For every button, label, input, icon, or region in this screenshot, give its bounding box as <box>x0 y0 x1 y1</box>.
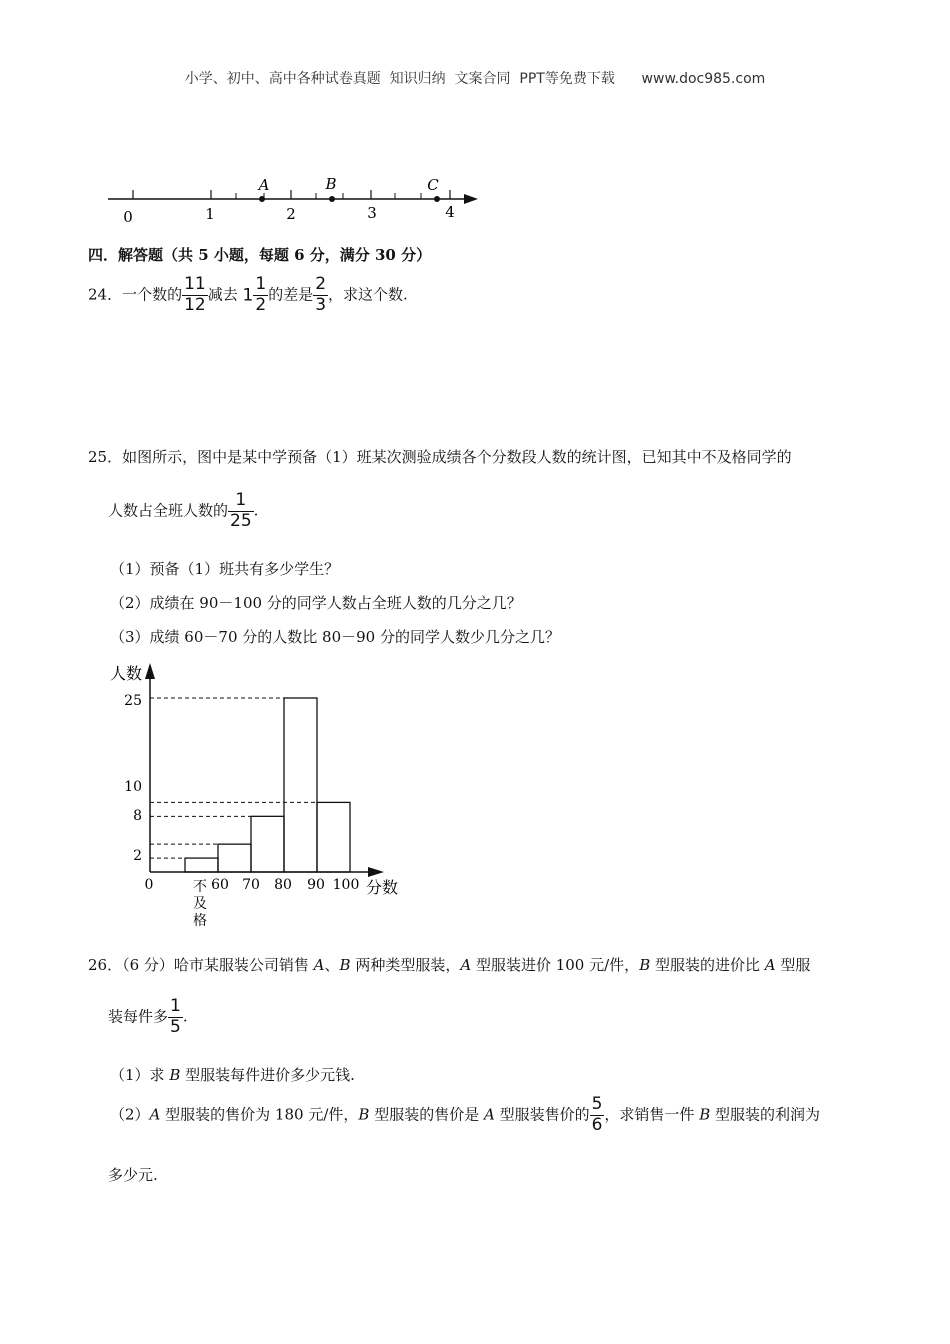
nl-point-c-label: C <box>427 176 439 194</box>
nl-point-a-label: A <box>258 176 270 194</box>
q26-line-2-text: 装每件多 <box>108 1007 169 1026</box>
q26-fraction-denominator: 5 <box>170 1016 181 1037</box>
q26-line-1-e: 型服 <box>775 956 811 974</box>
q25-line-1: 25．如图所示，图中是某中学预备（1）班某次测验成绩各个分数段人数的统计图，已知其中不及格同学的 <box>88 448 792 466</box>
section-title: 四．解答题（共 5 小题，每题 6 分，满分 30 分） <box>88 246 432 264</box>
q26-sep: 、 <box>324 956 340 974</box>
nl-point-b <box>329 196 335 202</box>
x-label-80: 80 <box>274 877 292 893</box>
q26-sub1-type-b: B <box>169 1066 181 1084</box>
q26-sub2-fraction <box>590 1096 605 1135</box>
y-tick-8: 8 <box>133 808 142 824</box>
x-label-60: 60 <box>211 877 229 893</box>
nl-label-2: 2 <box>286 205 296 223</box>
q26-type-a-2: A <box>460 956 472 974</box>
q24-number: 24． <box>88 285 123 304</box>
x-tick-labels <box>193 877 359 929</box>
q26-sub2-type-b-2: B <box>699 1105 711 1124</box>
x-axis-title: 分数 <box>366 878 399 897</box>
x-label-fail-1: 不 <box>193 879 207 895</box>
q26-sub2-b: 型服装的售价为 180 元/件， <box>160 1105 359 1124</box>
number-line-ticks <box>133 190 450 199</box>
q24-mixed-whole: 1 <box>242 285 254 306</box>
q26-line-2-end: . <box>182 1007 188 1026</box>
q26-sub2-d: 型服装售价的 <box>494 1105 590 1124</box>
x-axis-arrow <box>368 867 384 877</box>
page-header <box>0 68 950 88</box>
q24-text-4: ，求这个数. <box>328 285 408 304</box>
q25-line-2-text: 人数占全班人数的 <box>108 501 229 520</box>
y-tick-10: 10 <box>124 779 142 795</box>
x-label-100: 100 <box>332 877 360 893</box>
q25-fraction <box>228 492 254 531</box>
q26-line-1 <box>88 954 810 975</box>
histogram-bar-4 <box>317 802 350 872</box>
q26-sub1-b: 型服装每件进价多少元钱. <box>180 1066 355 1084</box>
q26-line-2 <box>108 998 188 1037</box>
histogram-bar-1 <box>218 844 251 872</box>
x-label-90: 90 <box>307 877 325 893</box>
q24-mixed-numerator: 1 <box>255 274 267 294</box>
q26-sub1-a: （1）求 <box>110 1066 170 1084</box>
q26-sub2-e: ，求销售一件 <box>604 1105 700 1124</box>
q24-mixed-fraction <box>253 276 268 315</box>
score-histogram <box>100 655 420 940</box>
q26-sub2-type-b: B <box>358 1105 370 1124</box>
number-line-labels <box>123 203 455 226</box>
nl-label-4: 4 <box>445 203 455 221</box>
q24-f1-numerator: 11 <box>184 274 206 294</box>
nl-point-c <box>434 196 440 202</box>
x-label-70: 70 <box>242 877 260 893</box>
y-tick-2: 2 <box>133 848 142 864</box>
q26-type-a-3: A <box>764 956 776 974</box>
number-line-arrow <box>464 194 478 204</box>
q26-sub-question-2-line-2: 多少元. <box>108 1166 158 1184</box>
q24-mixed-denominator: 2 <box>255 294 267 315</box>
q26-line-1-d: 型服装的进价比 <box>650 956 765 974</box>
q26-line-1-c: 型服装进价 100 元/件， <box>471 956 640 974</box>
nl-label-0: 0 <box>123 208 133 226</box>
q26-line-1-b: 两种类型服装， <box>350 956 461 974</box>
q25-line-2-end: . <box>253 501 259 520</box>
y-tick-labels <box>124 693 142 864</box>
q24-f1-denominator: 12 <box>184 294 206 315</box>
q26-sub2-fraction-denominator: 6 <box>591 1114 603 1135</box>
histogram-guides <box>150 698 317 858</box>
q26-fraction-numerator: 1 <box>170 996 181 1016</box>
number-line <box>100 172 490 228</box>
q25-fraction-numerator: 1 <box>228 492 254 512</box>
nl-label-1: 1 <box>205 205 215 223</box>
q25-sub-question-1: （1）预备（1）班共有多少学生？ <box>110 560 340 578</box>
q24-text-1: 一个数的 <box>122 285 183 304</box>
q26-sub2-type-a-2: A <box>483 1105 495 1124</box>
q26-sub2-a: （2） <box>110 1105 150 1124</box>
histogram-bar-2 <box>251 816 284 872</box>
q26-sub2-f: 型服装的利润为 <box>710 1105 821 1124</box>
header-url: www.doc985.com <box>641 71 766 87</box>
q26-sub-question-1 <box>110 1064 355 1085</box>
q24-f2-denominator: 3 <box>315 294 327 315</box>
q26-fraction <box>168 998 183 1037</box>
q26-line-1-a: 26．（6 分）哈市某服装公司销售 <box>88 956 314 974</box>
x-label-fail-3: 格 <box>193 913 207 929</box>
q25-sub-question-2: （2）成绩在 90－100 分的同学人数占全班人数的几分之几？ <box>110 594 522 612</box>
q24-text-2: 减去 <box>207 285 238 304</box>
q24-text-3: 的差是 <box>268 285 314 304</box>
histogram-bars <box>185 698 350 872</box>
nl-point-a <box>259 196 265 202</box>
q26-sub2-c: 型服装的售价是 <box>369 1105 484 1124</box>
q26-type-b-2: B <box>639 956 651 974</box>
q26-type-a: A <box>313 956 325 974</box>
q24-fraction-2 <box>313 276 328 315</box>
x-label-fail-2: 及 <box>193 896 207 912</box>
y-axis-arrow <box>145 663 155 679</box>
q26-type-b: B <box>339 956 351 974</box>
y-axis-title: 人数 <box>110 664 143 683</box>
origin-label: 0 <box>144 877 154 893</box>
histogram-bar-0 <box>185 858 218 872</box>
header-text: 小学、初中、高中各种试卷真题 知识归纳 文案合同 PPT等免费下载 <box>184 71 615 87</box>
q25-sub-question-3: （3）成绩 60－70 分的人数比 80－90 分的同学人数少几分之几？ <box>110 628 560 646</box>
q26-sub-question-2 <box>110 1096 820 1135</box>
q24-f2-numerator: 2 <box>315 274 327 294</box>
q24-fraction-1 <box>182 276 208 315</box>
histogram-bar-3 <box>284 698 317 872</box>
question-24 <box>88 276 408 315</box>
q25-line-2 <box>108 492 258 531</box>
q26-sub2-fraction-numerator: 5 <box>591 1094 603 1114</box>
q25-fraction-denominator: 25 <box>230 510 252 531</box>
nl-label-3: 3 <box>367 204 377 222</box>
y-tick-25: 25 <box>124 693 142 709</box>
q26-sub2-type-a: A <box>149 1105 161 1124</box>
nl-point-b-label: B <box>325 175 337 193</box>
